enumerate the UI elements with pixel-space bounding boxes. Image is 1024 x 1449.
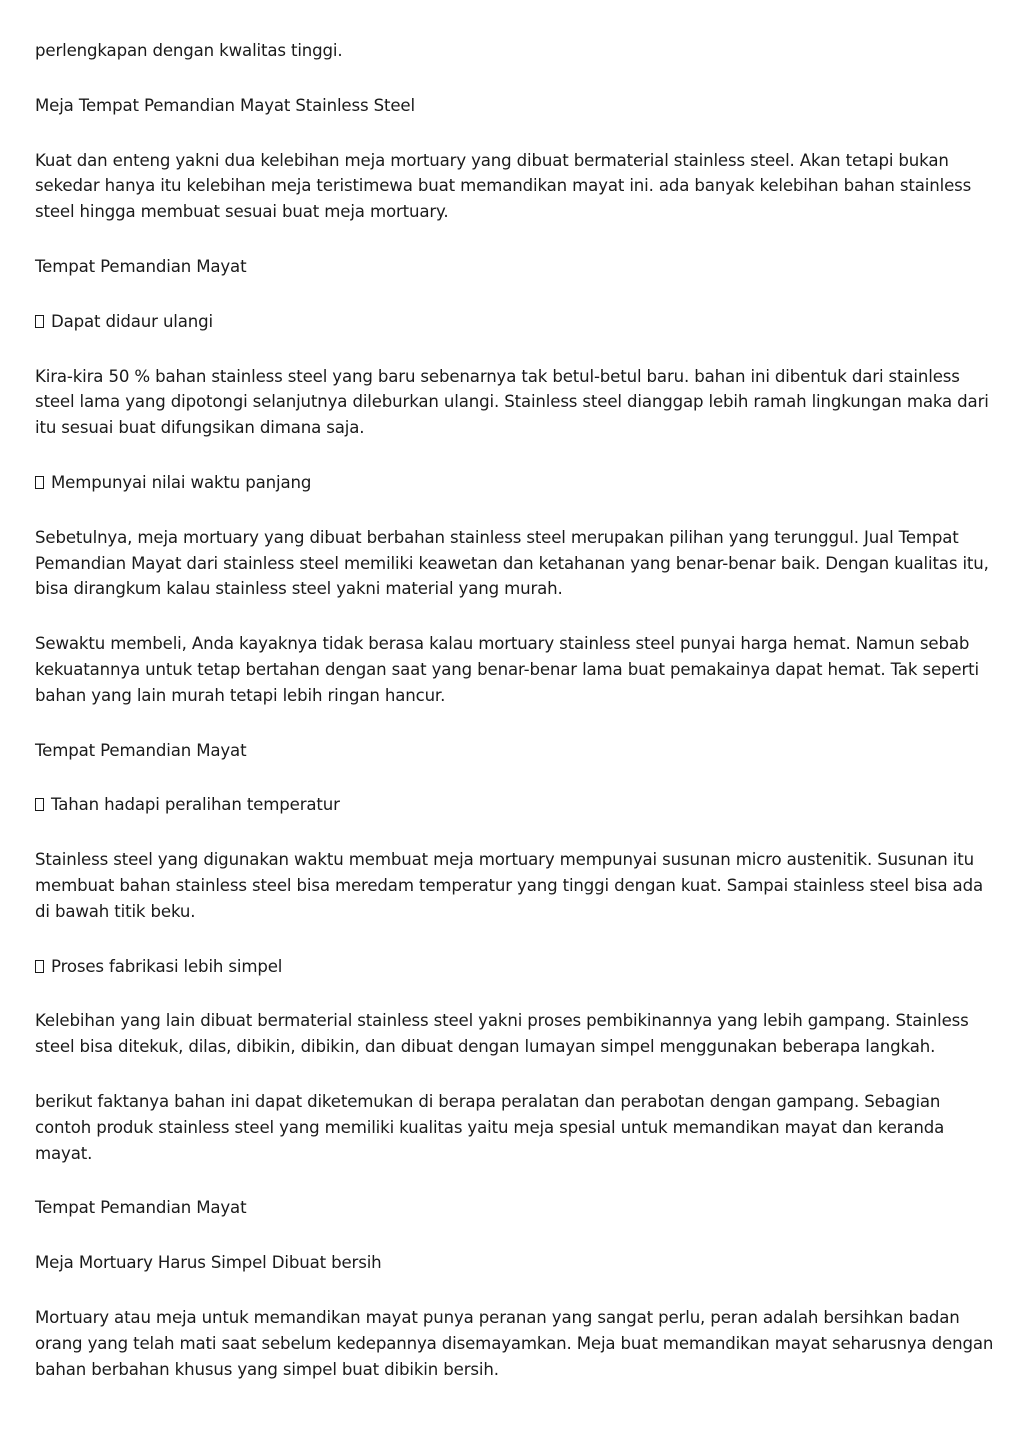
paragraph: Stainless steel yang digunakan waktu membuat meja mortuary mempunyai susunan micro austenitik. Susunan itu membuat bahan stainless steel bisa meredam temperatur yang tinggi dengan kuat. Sampai stainless steel bisa ada di bawah titik beku.	[35, 850, 983, 921]
paragraph: Mortuary atau meja untuk memandikan mayat punya peranan yang sangat perlu, peran adalah bersihkan badan orang yang telah mati saat sebelum kedepannya disemayamkan. Meja buat memandikan mayat seharusnya dengan bahan berbahan khusus yang simpel buat dibikin bersih.	[35, 1307, 994, 1379]
bullet-text: Tahan hadapi peralihan temperatur	[51, 795, 340, 815]
bullet-text: Proses fabrikasi lebih simpel	[51, 956, 283, 976]
bullet-box-icon	[35, 476, 44, 489]
bullet-box-icon	[35, 798, 44, 811]
paragraph: perlengkapan dengan kwalitas tinggi.	[35, 41, 343, 60]
bullet-item	[35, 309, 995, 335]
bullet-item	[35, 470, 995, 496]
paragraph: Kuat dan enteng yakni dua kelebihan meja mortuary yang dibuat bermaterial stainless steel. Akan tetapi bukan sekedar hanya itu kelebihan meja teristimewa buat memandikan mayat ini. ada banyak kelebihan bahan stainless steel hingga membuat sesuai buat meja mortuary.	[35, 150, 972, 222]
section-heading: Meja Tempat Pemandian Mayat Stainless Steel	[35, 95, 415, 115]
section-heading: Tempat Pemandian Mayat	[35, 256, 247, 276]
paragraph: Sewaktu membeli, Anda kayaknya tidak berasa kalau mortuary stainless steel punyai harga hemat. Namun sebab kekuatannya untuk tetap bertahan dengan saat yang benar-benar lama buat pemakainya dapat hemat. Tak seperti bahan yang lain murah tetapi lebih ringan hancur.	[35, 634, 979, 705]
section-heading: Tempat Pemandian Mayat	[35, 1198, 247, 1218]
bullet-text: Dapat didaur ulangi	[51, 311, 213, 331]
paragraph: Kelebihan yang lain dibuat bermaterial stainless steel yakni proses pembikinannya yang lebih gampang. Stainless steel bisa ditekuk, dilas, dibikin, dibikin, dan dibuat dengan lumayan simpel menggunakan beberapa langkah.	[35, 1011, 969, 1057]
paragraph: berikut faktanya bahan ini dapat diketemukan di berapa peralatan dan perabotan dengan gampang. Sebagian contoh produk stainless steel yang memiliki kualitas yaitu meja spesial untuk memandikan mayat dan keranda mayat.	[35, 1091, 945, 1163]
section-heading: Meja Mortuary Harus Simpel Dibuat bersih	[35, 1253, 382, 1273]
paragraph: Sebetulnya, meja mortuary yang dibuat berbahan stainless steel merupakan pilihan yang terunggul. Jual Tempat Pemandian Mayat dari stainless steel memiliki keawetan dan ketahanan yang benar-benar baik. Dengan kualitas itu, bisa dirangkum kalau stainless steel yakni material yang murah.	[35, 527, 989, 599]
bullet-item	[35, 792, 995, 818]
bullet-text: Mempunyai nilai waktu panjang	[51, 472, 312, 492]
section-heading: Tempat Pemandian Mayat	[35, 740, 247, 760]
bullet-box-icon	[35, 315, 44, 328]
bullet-box-icon	[35, 960, 44, 973]
document-body	[35, 38, 995, 1411]
paragraph: Kira-kira 50 % bahan stainless steel yang baru sebenarnya tak betul-betul baru. bahan ini dibentuk dari stainless steel lama yang dipotongi selanjutnya dileburkan ulangi. Stainless steel dianggap lebih ramah lingkungan maka dari itu sesuai buat difungsikan dimana saja.	[35, 366, 989, 438]
bullet-item	[35, 954, 995, 980]
